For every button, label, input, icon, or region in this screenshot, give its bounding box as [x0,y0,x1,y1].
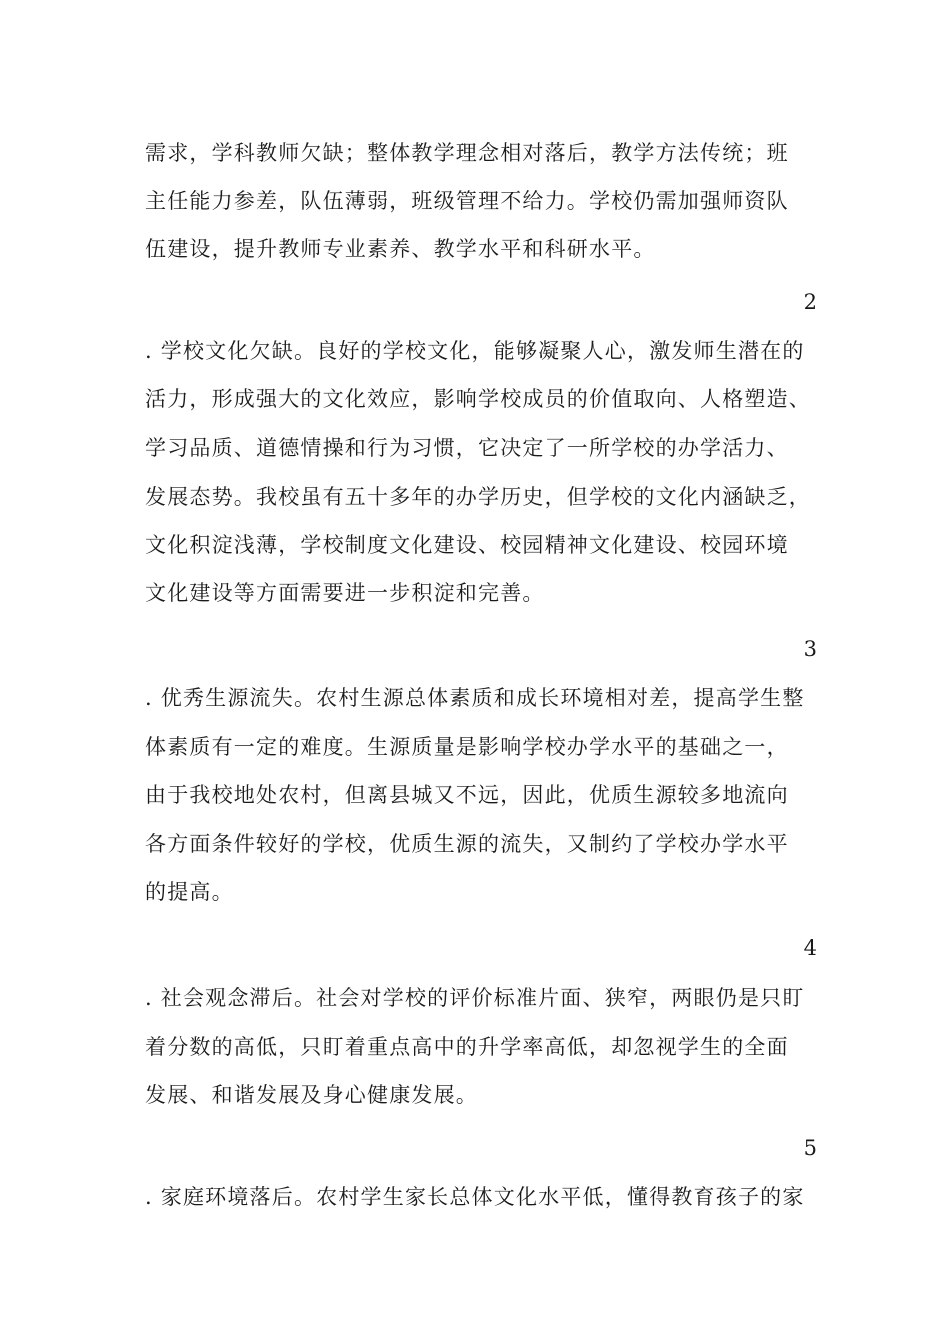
paragraph-line: 的提高。 [145,880,234,904]
item-number-3: 3 [803,637,817,661]
paragraph-line: 需求，学科教师欠缺；整体教学理念相对落后，教学方法传统；班 [145,141,789,165]
item-number-5: 5 [803,1136,817,1160]
paragraph-line: 发展、和谐发展及身心健康发展。 [145,1083,478,1107]
paragraph-line: 发展态势。我校虽有五十多年的办学历史，但学校的文化内涵缺乏， [145,485,811,509]
paragraph-line: 由于我校地处农村，但离县城又不远，因此，优质生源较多地流向 [145,783,789,807]
paragraph-line: 伍建设，提升教师专业素养、教学水平和科研水平。 [145,237,656,261]
paragraph-line: 学习品质、道德情操和行为习惯，它决定了一所学校的办学活力、 [145,436,789,460]
paragraph-line: 主任能力参差，队伍薄弱，班级管理不给力。学校仍需加强师资队 [145,189,789,213]
paragraph-line: 文化建设等方面需要进一步积淀和完善。 [145,581,545,605]
item-number-2: 2 [803,290,817,314]
paragraph-line: 活力，形成强大的文化效应，影响学校成员的价值取向、人格塑造、 [145,387,811,411]
item-number-4: 4 [803,936,817,960]
paragraph-line: 各方面条件较好的学校，优质生源的流失，又制约了学校办学水平 [145,832,789,856]
paragraph-line: 体素质有一定的难度。生源质量是影响学校办学水平的基础之一， [145,735,789,759]
paragraph-line: 文化积淀浅薄，学校制度文化建设、校园精神文化建设、校园环境 [145,533,789,557]
paragraph-line: . 优秀生源流失。农村生源总体素质和成长环境相对差，提高学生整 [145,686,805,710]
paragraph-line: 着分数的高低，只盯着重点高中的升学率高低，却忽视学生的全面 [145,1035,789,1059]
paragraph-line: . 社会观念滞后。社会对学校的评价标准片面、狭窄，两眼仍是只盯 [145,986,805,1010]
paragraph-line: . 家庭环境落后。农村学生家长总体文化水平低，懂得教育孩子的家 [145,1185,805,1209]
paragraph-line: . 学校文化欠缺。良好的学校文化，能够凝聚人心，激发师生潜在的 [145,339,805,363]
